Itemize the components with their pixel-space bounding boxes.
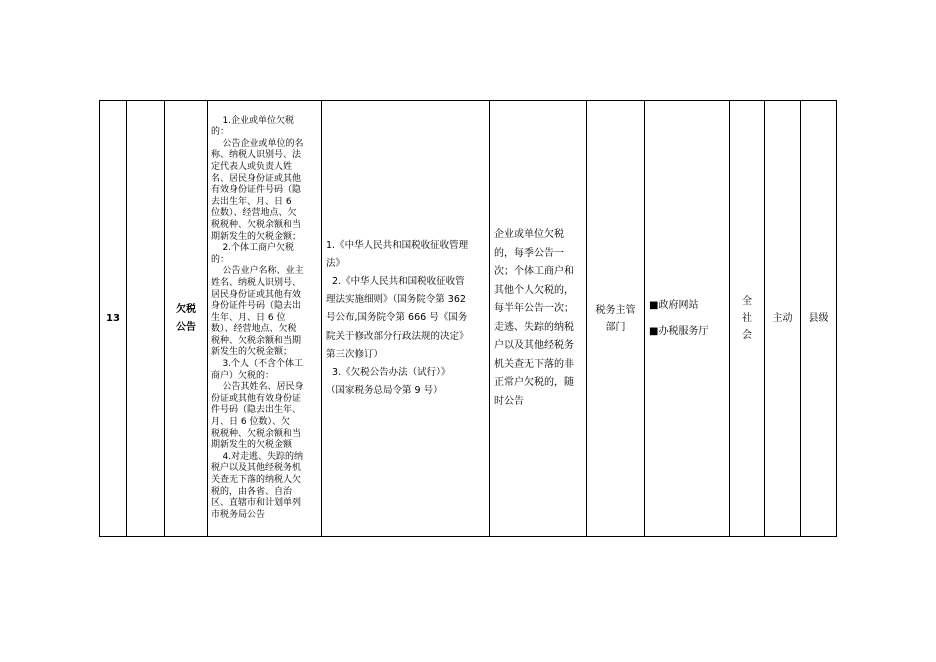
basis-line: 第三次修订） [326, 348, 384, 360]
basis-line: 3.《欠税公告办法（试行）》 [326, 366, 451, 378]
disclosure-timing-cell [490, 101, 587, 537]
timing-line: 走逃、失踪的纳税 [494, 321, 574, 333]
content-line: 关查无下落的纳税人欠 [211, 475, 302, 486]
content-line: 税种、欠税余额和当期 [211, 335, 302, 346]
content-line: 去出生年、月、日 6 [211, 196, 292, 207]
disclosure-table [99, 100, 837, 537]
empty-cell [127, 101, 165, 537]
content-line: 生年、月、日 6 位 [211, 312, 286, 323]
department-line: 税务主管 [595, 304, 636, 316]
content-line: 称、纳税人识别号、法 [211, 150, 302, 161]
content-line: 份证或其他有效身份证 [211, 393, 302, 404]
content-line: 数）、经营地点、欠税 [211, 324, 297, 335]
disclosure-mode: 主动 [772, 312, 793, 324]
row-number-cell [100, 101, 127, 537]
content-line: 公告其姓名、居民身 [211, 382, 304, 393]
content-line: 市税务局公告 [211, 509, 266, 520]
basis-line: 理法实施细则》（国务院令第 362 [326, 294, 466, 306]
item-name-cell [165, 101, 208, 537]
content-line: 2.个体工商户欠税 [211, 243, 295, 254]
basis-line: （国家税务总局令第 9 号） [326, 384, 443, 396]
channel-tax-service-hall: ■办税服务厅 [649, 325, 709, 337]
timing-line: 时公告 [494, 395, 524, 407]
scope-char: 社 [742, 313, 752, 324]
disclosure-level: 县级 [808, 312, 829, 324]
basis-line: 号公布,国务院令第 666 号《国务 [326, 312, 468, 324]
disclosure-channel-cell [645, 101, 730, 537]
department-line: 部门 [605, 321, 626, 333]
scope-char: 全 [742, 296, 752, 307]
content-line: 1.企业或单位欠税 [211, 115, 295, 126]
content-line: 期新发生的欠税金额； [211, 231, 302, 242]
content-line: 公告业户名称、业主 [211, 266, 304, 277]
channel-government-website: ■政府网站 [649, 299, 699, 311]
content-line: 的： [211, 127, 230, 138]
content-line: 名、居民身份证或其他 [211, 173, 302, 184]
content-line: 公告企业或单位的名 [211, 138, 304, 149]
timing-line: 其他个人欠税的， [494, 284, 574, 296]
item-name-line: 公告 [176, 321, 196, 333]
basis-line: 2.《中华人民共和国税收征收管 [326, 276, 465, 288]
disclosure-content-cell [208, 101, 322, 537]
disclosure-scope-cell [730, 101, 765, 537]
table-row [100, 101, 837, 537]
scope-char: 会 [742, 330, 752, 341]
content-line: 4.对走逃、失踪的纳 [211, 451, 304, 462]
row-number: 13 [106, 312, 120, 324]
timing-line: 户以及其他经税务 [494, 340, 574, 351]
content-line: 期新发生的欠税金额 [211, 440, 293, 451]
basis-line: 法》 [326, 258, 346, 270]
content-line: 税税种、欠税余额和当 [211, 219, 302, 230]
timing-line: 正常户欠税的，随 [494, 377, 574, 388]
content-line: 区、直辖市和计划单列 [211, 498, 302, 509]
content-line: 身份证件号码（隐去出 [211, 301, 302, 312]
timing-line: 机关查无下落的非 [494, 358, 574, 370]
legal-basis-cell [322, 101, 490, 537]
content-line: 商户）欠税的： [211, 370, 275, 381]
timing-line: 每半年公告一次； [494, 303, 574, 314]
content-line: 税的，由各省、自治 [211, 486, 293, 497]
content-line: 姓名、纳税人识别号、 [211, 277, 302, 288]
content-line: 位数）、经营地点、欠 [211, 208, 297, 219]
content-line: 3.个人（不含个体工 [211, 359, 304, 370]
content-line: 件号码（隐去出生年、 [211, 405, 302, 416]
timing-line: 企业或单位欠税 [494, 229, 564, 240]
basis-line: 1.《中华人民共和国税收征收管理 [326, 240, 469, 252]
content-line: 定代表人或负责人姓 [211, 161, 293, 172]
content-line: 有效身份证件号码（隐 [211, 185, 302, 196]
disclosure-mode-cell [765, 101, 801, 537]
content-line: 居民身份证或其他有效 [211, 289, 302, 300]
item-name-line: 欠税 [176, 303, 196, 315]
timing-line: 的，每季公告一 [494, 247, 564, 259]
disclosure-level-cell [801, 101, 837, 537]
content-line: 新发生的欠税金额； [211, 347, 293, 358]
responsible-department-cell [587, 101, 645, 537]
timing-line: 次；个体工商户和 [494, 266, 574, 277]
basis-line: 院关于修改部分行政法规的决定》 [326, 330, 469, 342]
content-line: 税税种、欠税余额和当 [211, 428, 302, 439]
content-line: 月、日 6 位数）、欠 [211, 417, 290, 428]
content-line: 税户以及其他经税务机 [211, 463, 302, 474]
content-line: 的： [211, 254, 230, 265]
